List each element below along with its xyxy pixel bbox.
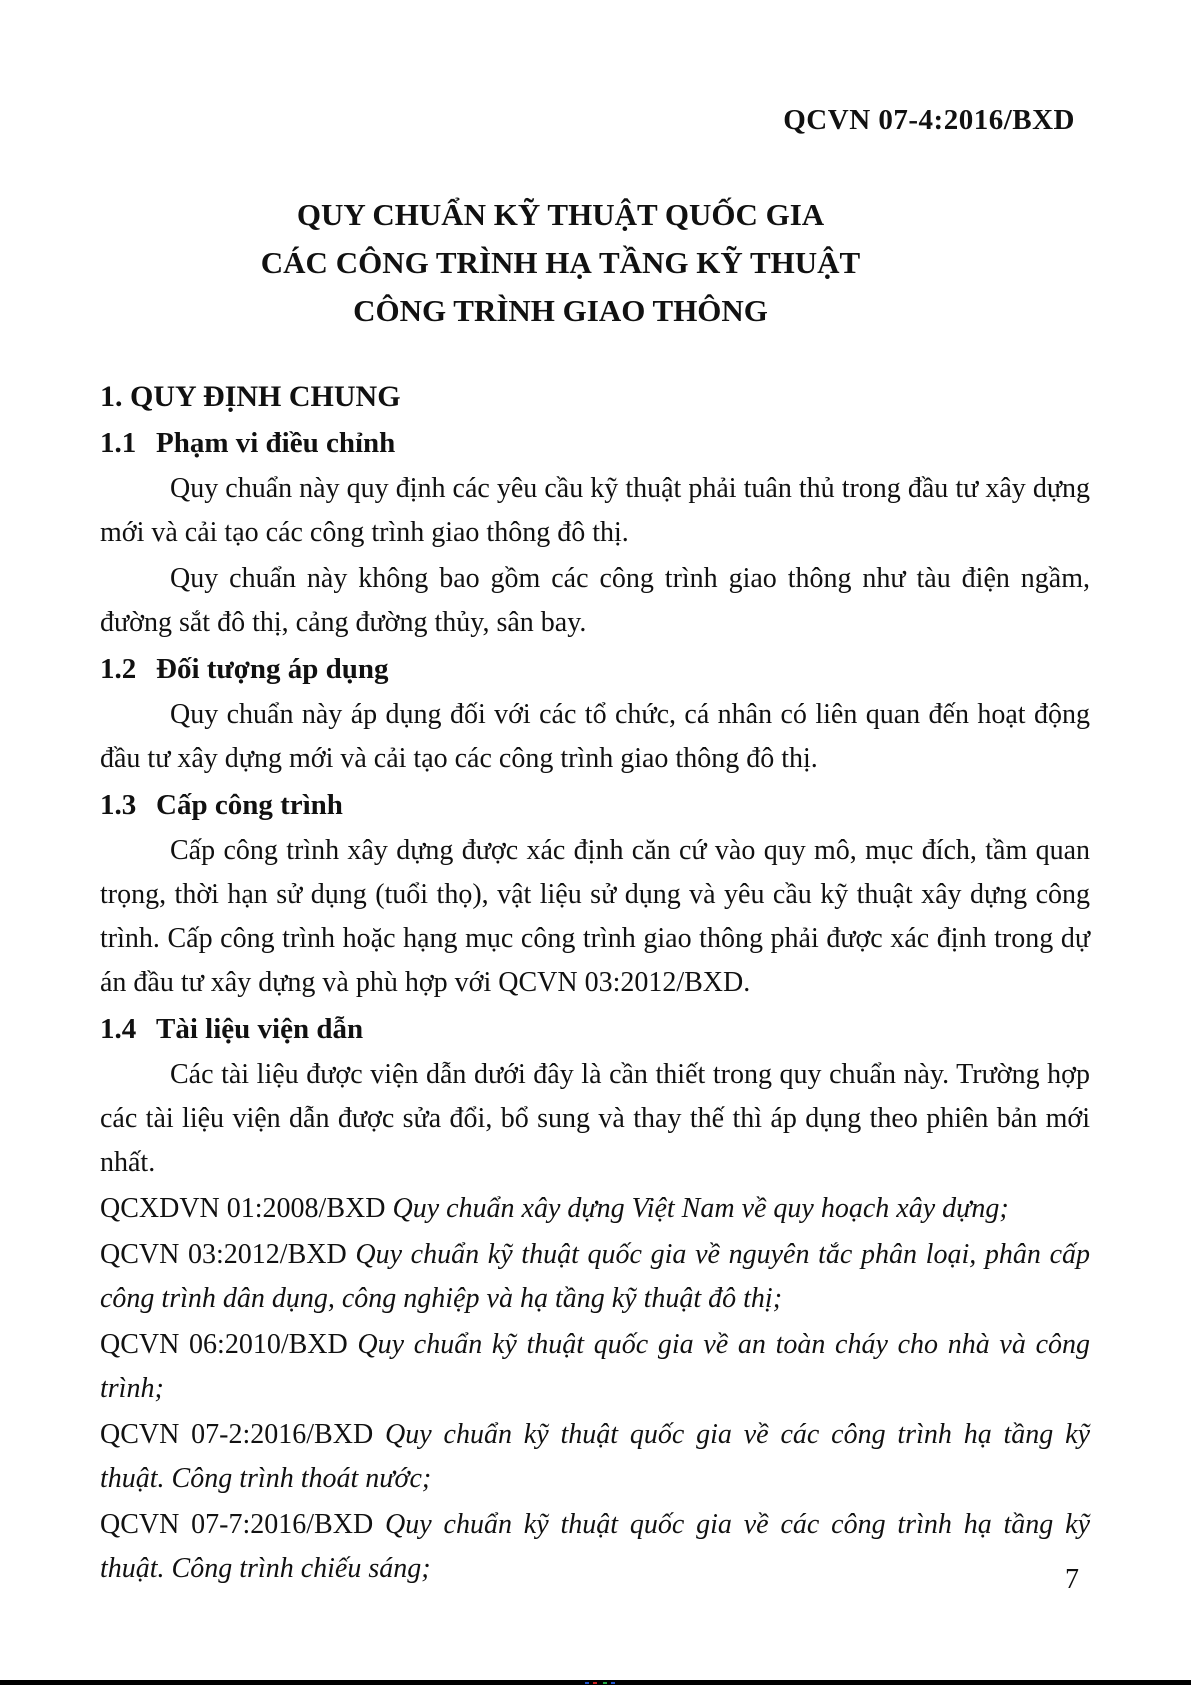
reference-item (100, 1413, 1090, 1501)
reference-code: QCVN 06:2010/BXD (100, 1329, 348, 1360)
subsection-title: Phạm vi điều chỉnh (156, 427, 396, 459)
reference-description: Quy chuẩn kỹ thuật quốc gia về an toàn cháy cho nhà và công trình; (100, 1329, 1090, 1404)
reference-item (100, 1323, 1090, 1411)
reference-description: Quy chuẩn kỹ thuật quốc gia về các công trình hạ tầng kỹ thuật. Công trình thoát nước; (100, 1419, 1091, 1494)
reference-code: QCVN 03:2012/BXD (100, 1239, 347, 1270)
subsection-1-3 (100, 783, 1090, 1005)
reference-item (100, 1187, 1090, 1231)
scan-artifact-specks (585, 1682, 619, 1684)
reference-description: Quy chuẩn xây dựng Việt Nam về quy hoạch xây dựng; (392, 1193, 1009, 1224)
subsection-1-1 (100, 421, 1090, 645)
document-body (0, 375, 1191, 1591)
subsection-number: 1.4 (100, 1013, 137, 1045)
document-title-line-2: CÁC CÔNG TRÌNH HẠ TẦNG KỸ THUẬT (260, 245, 861, 280)
reference-description: Quy chuẩn kỹ thuật quốc gia về các công trình hạ tầng kỹ thuật. Công trình chiếu sáng; (100, 1509, 1091, 1584)
paragraph: Các tài liệu được viện dẫn dưới đây là cần thiết trong quy chuẩn này. Trường hợp các tài liệu viện dẫn được sửa đổi, bổ sung và thay thế thì áp dụng theo phiên bản mới nhất. (100, 1059, 1090, 1178)
subsection-title: Cấp công trình (156, 789, 343, 821)
reference-code: QCVN 07-7:2016/BXD (100, 1509, 374, 1540)
scan-edge-bar (0, 1680, 1191, 1685)
subsection-1-2-heading (100, 647, 1090, 691)
subsection-title: Tài liệu viện dẫn (156, 1013, 364, 1045)
reference-description: Quy chuẩn kỹ thuật quốc gia về nguyên tắc phân loại, phân cấp công trình dân dụng, công nghiệp và hạ tầng kỹ thuật đô thị; (100, 1239, 1090, 1314)
subsection-title: Đối tượng áp dụng (156, 653, 389, 685)
subsection-1-2 (100, 647, 1090, 781)
subsection-1-1-heading (100, 421, 1090, 465)
subsection-number: 1.1 (100, 427, 137, 459)
reference-list (100, 1187, 1090, 1591)
reference-code: QCVN 07-2:2016/BXD (100, 1419, 374, 1450)
document-title-line-3: CÔNG TRÌNH GIAO THÔNG (353, 293, 768, 328)
subsection-number: 1.3 (100, 789, 137, 821)
subsection-1-4-heading (100, 1007, 1090, 1051)
paragraph: Quy chuẩn này áp dụng đối với các tổ chức, cá nhân có liên quan đến hoạt động đầu tư xây dựng mới và cải tạo các công trình giao thông đô thị. (100, 699, 1090, 774)
reference-code: QCXDVN 01:2008/BXD (100, 1193, 386, 1224)
paragraph: Quy chuẩn này không bao gồm các công trình giao thông như tàu điện ngầm, đường sắt đô thị, cảng đường thủy, sân bay. (100, 563, 1090, 638)
reference-item (100, 1233, 1090, 1321)
paragraph: Cấp công trình xây dựng được xác định căn cứ vào quy mô, mục đích, tầm quan trọng, thời hạn sử dụng (tuổi thọ), vật liệu sử dụng và yêu cầu kỹ thuật xây dựng công trình. Cấp công trình hoặc hạng mục công trình giao thông phải được xác định trong dự án đầu tư xây dựng và phù hợp với QCVN 03:2012/BXD. (100, 835, 1090, 998)
subsection-number: 1.2 (100, 653, 137, 685)
document-title (0, 191, 1121, 335)
page-number: 7 (1065, 1564, 1079, 1595)
paragraph: Quy chuẩn này quy định các yêu cầu kỹ thuật phải tuân thủ trong đầu tư xây dựng mới và cải tạo các công trình giao thông đô thị. (100, 473, 1090, 548)
subsection-1-3-heading (100, 783, 1090, 827)
section-1-heading: 1. QUY ĐỊNH CHUNG (100, 380, 401, 413)
document-title-line-1: QUY CHUẨN KỸ THUẬT QUỐC GIA (296, 197, 825, 232)
header-reference: QCVN 07-4:2016/BXD (783, 104, 1075, 136)
subsection-1-4 (100, 1007, 1090, 1185)
reference-item (100, 1503, 1090, 1591)
